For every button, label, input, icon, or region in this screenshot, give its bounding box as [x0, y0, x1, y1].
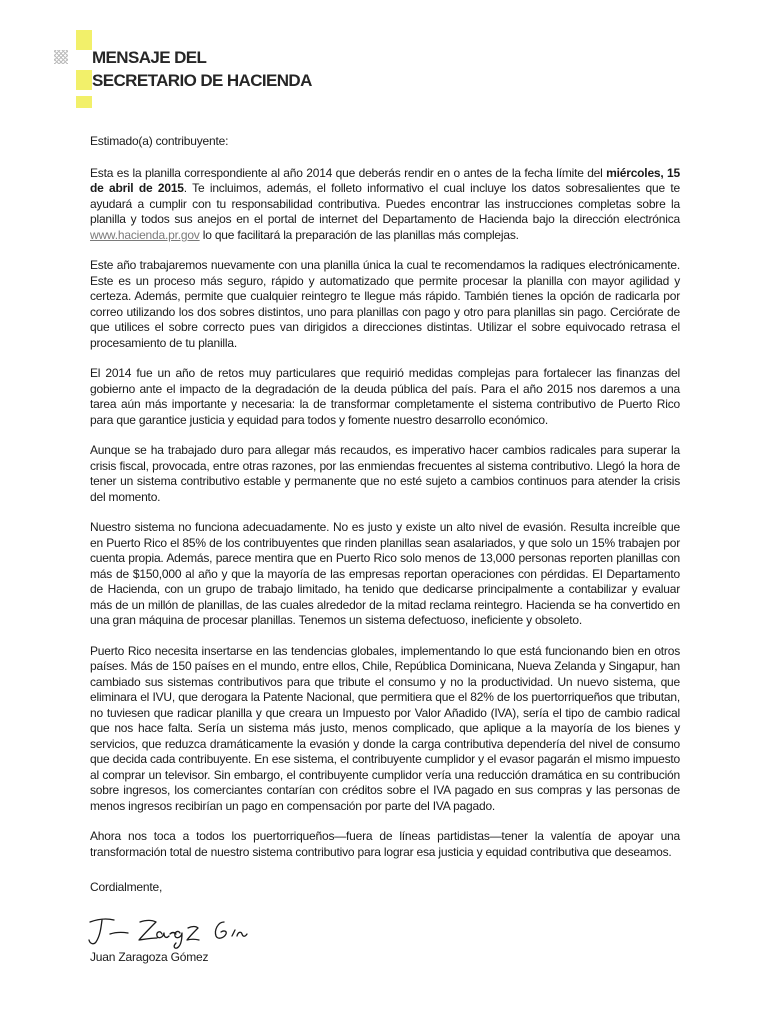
paragraph-3: El 2014 fue un año de retos muy particulares que requirió medidas complejas para fortalecer las finanzas del gobierno ante el impacto de la degradación de la deuda pública del país. Para el año 2015 nos daremos a una tarea aún más importante y necesaria: la de transformar completamente el sistema contributivo de Puerto Rico para que garantice justicia y equidad para todos y fomente nuestro desarrollo económico.: [90, 366, 680, 427]
paragraph-6: Puerto Rico necesita insertarse en las tendencias globales, implementando lo que está funcionando bien en otros países. Más de 150 países en el mundo, entre ellos, Chile, República Dominicana, Nueva Zelanda y Singapur, han cambiado sus sistemas contributivos para que tribute el consumo y no la productividad. Un nuevo sistema, que eliminara el IVU, que derogara la Patente Nacional, que permitiera que el 82% de los puertorriqueños que tributan, no tuviesen que radicar planilla y que creara un Impuesto por Valor Añadido (IVA), sería el tipo de cambio radical que nos hace falta. Sería un sistema más justo, menos complicado, que aplique a la mayoría de los bienes y servicios, que reduzca dramáticamente la evasión y donde la carga contributiva dependería del nivel de consumo que decida cada contribuyente. En ese sistema, el contribuyente cumplidor y el evasor pagarán el mismo impuesto al comprar un televisor. Sin embargo, el contribuyente cumplidor vería una reducción dramática en su contribución sobre ingresos, los comerciantes contarían con créditos sobre el IVA pagado en sus compras y las personas de menos ingresos recibirían un pago en compensación por parte del IVA pagado.: [90, 643, 680, 813]
closing: Cordialmente,: [90, 880, 163, 894]
signer-name: Juan Zaragoza Gómez: [90, 949, 209, 964]
p1-text-start: Esta es la planilla correspondiente al año 2014 que deberás rendir en o antes de la fecha límite del: [90, 165, 607, 180]
title-line-1: MENSAJE DEL: [92, 48, 207, 67]
paragraph-1: [90, 166, 680, 244]
handwritten-signature: [84, 910, 254, 950]
hacienda-website-link[interactable]: www.hacienda.pr.gov: [90, 227, 200, 242]
p1-text-end: lo que facilitará la preparación de las planillas más complejas.: [199, 227, 519, 242]
logo-square-middle: [76, 70, 92, 90]
letter-body: [90, 134, 680, 965]
paragraph-5: Nuestro sistema no funciona adecuadamente. No es justo y existe un alto nivel de evasión. Resulta increíble que en Puerto Rico el 85% de los contribuyentes que rinden planillas sean asalariados, y que solo un 15% trabajen por cuenta propia. Además, parece mentira que en Puerto Rico solo menos de 13,000 personas reporten planillas con más de $150,000 al año y que la mayoría de las empresas reportan operaciones con pérdidas. El Departamento de Hacienda, con un grupo de trabajo limitado, ha tenido que dedicarse principalmente a contabilizar y evaluar más de un millón de planillas, de las cuales alrededor de la mitad reclama reintegro. Hacienda se ha convertido en una gran máquina de procesar planillas. Tenemos un sistema defectuoso, ineficiente y obsoleto.: [90, 520, 680, 627]
greeting: Estimado(a) contribuyente:: [90, 134, 229, 148]
deadline-date: miércoles, 15 de abril de 2015: [90, 165, 680, 195]
p1-text-middle: . Te incluimos, además, el folleto informativo el cual incluye los datos sobresalientes que te ayudará a cumplir con tu responsabilidad contributiva. Puedes encontrar las instrucciones completas sobre la planilla y todos sus anejos en el portal de internet del Departamento de Hacienda bajo la dirección electrónica: [90, 181, 680, 226]
logo-hatched-square: [54, 50, 68, 64]
page-title: [92, 46, 312, 92]
logo-square-bottom: [76, 96, 92, 108]
title-line-2: SECRETARIO DE HACIENDA: [92, 71, 312, 90]
logo-square-top: [76, 30, 92, 50]
paragraph-7: Ahora nos toca a todos los puertorriqueños—fuera de líneas partidistas—tener la valentía de apoyar una transformación total de nuestro sistema contributivo para lograr esa justicia y equidad contributiva que deseamos.: [90, 829, 680, 859]
paragraph-2: Este año trabajaremos nuevamente con una planilla única la cual te recomendamos la radiques electrónicamente. Este es un proceso más seguro, rápido y automatizado que permite procesar la planilla con mayor agilidad y certeza. Además, permite que cualquier reintegro te llegue más rápido. También tienes la opción de radicarla por correo utilizando los dos sobres distintos, uno para planillas con pago y otro para planillas sin pago. Cerciórate de que utilices el sobre correcto pues van dirigidos a direcciones distintas. Utilizar el sobre equivocado retrasa el procesamiento de tu planilla.: [90, 258, 680, 350]
paragraph-4: Aunque se ha trabajado duro para allegar más recaudos, es imperativo hacer cambios radicales para superar la crisis fiscal, provocada, entre otras razones, por las enmiendas frecuentes al sistema contributivo. Llegó la hora de tener un sistema contributivo estable y permanente que no esté sujeto a cambios continuos para atender la crisis del momento.: [90, 443, 680, 504]
